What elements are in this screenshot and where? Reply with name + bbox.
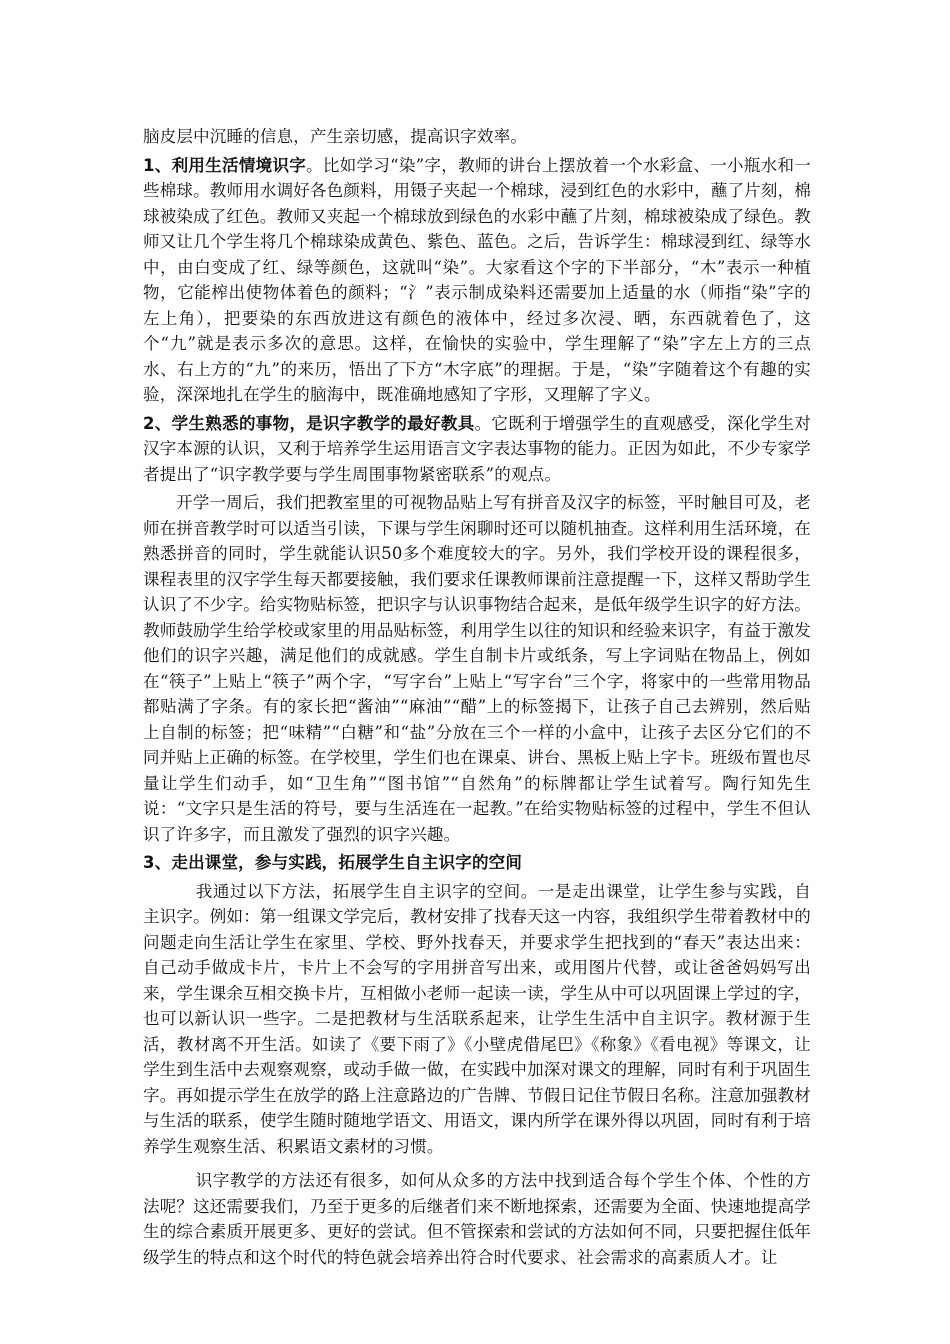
section-1-lead: 1、利用生活情境识字: [143, 155, 307, 175]
document-page: [143, 124, 811, 1270]
paragraph-intro-tail: 脑皮层中沉睡的信息，产生亲切感，提高识字效率。: [143, 127, 528, 146]
paragraph-practice: 我通过以下方法，拓展学生自主识字的空间。一是走出课堂，让学生参与实践，自主识字。例如：第一组课文学完后，教材安排了找春天这一内容，我组织学生带着教材中的问题走向生活让学生在家里、学校、野外找春天，并要求学生把找到的“春天”表达出来：自己动手做成卡片，卡片上不会写的字用拼音写出来，或用图片代替，或让爸爸妈妈写出来，学生课余互相交换卡片，互相做小老师一起读一读，学生从中可以巩固课上学过的字，也可以新认识一些字。二是把教材与生活联系起来，让学生生活中自主识字。教材源于生活，教材离不开生活。如读了《要下雨了》《小壁虎借尾巴》《称象》《看电视》等课文，让学生到生活中去观察观察，或动手做一做，在实践中加深对课文的理解，同时有利于巩固生字。再如提示学生在放学的路上注意路边的广告牌、节假日记住节假日名称。注意加强教材与生活的联系，使学生随时随地学语文、用语文，课内所学在课外得以巩固，同时有利于培养学生观察生活、积累语文素材的习惯。: [143, 881, 811, 1156]
paragraph-section-1: [143, 153, 811, 408]
section-1-body: 。比如学习“染”字，教师的讲台上摆放着一个水彩盒、一小瓶水和一些棉球。教师用水调好各色颜料，用镊子夹起一个棉球，浸到红色的水彩中，蘸了片刻，棉球被染成了红色。教师又夹起一个棉球放到绿色的水彩中蘸了片刻，棉球被染成了绿色。教师又让几个学生将几个棉球染成黄色、紫色、蓝色。之后，告诉学生：棉球浸到红、绿等水中，由白变成了红、绿等颜色，这就叫“染”。大家看这个字的下半部分，“木”表示一种植物，它能榨出使物体着色的颜料；“氵”表示制成染料还需要加上适量的水（师指“染”字的左上角），把要染的东西放进这有颜色的液体中，经过多次浸、晒，东西就着色了，这个“九”就是表示多次的意思。这样，在愉快的实验中，学生理解了“染”字左上方的三点水、右上方的“九”的来历，悟出了下方“木字底”的理据。于是，“染”字随着这个有趣的实验，深深地扎在学生的脑海中，既准确地感知了字形，又理解了字义。: [143, 155, 811, 404]
section-2-lead: 2、学生熟悉的事物，是识字教学的最好教具: [143, 413, 475, 433]
section-2-body: 。它既利于增强学生的直观感受，深化学生对汉字本源的认识，又利于培养学生运用语言文字表达事物的能力。正因为如此，不少专家学者提出了“识字教学要与学生周围事物紧密联系”的观点。: [143, 413, 812, 484]
section-3-heading: 3、走出课堂，参与实践，拓展学生自主识字的空间: [143, 853, 523, 872]
paragraph-section-2: [143, 411, 811, 488]
paragraph-labels: 开学一周后，我们把教室里的可视物品贴上写有拼音及汉字的标签，平时触目可及，老师在拼音教学时可以适当引读，下课与学生闲聊时还可以随机抽查。这样利用生活环境，在熟悉拼音的同时，学生就能认识50多个难度较大的字。另外，我们学校开设的课程很多，课程表里的汉字学生每天都要接触，我们要求任课教师课前注意提醒一下，这样又帮助学生认识了不少字。给实物贴标签，把识字与认识事物结合起来，是低年级学生识字的好方法。教师鼓励学生给学校或家里的用品贴标签，利用学生以往的知识和经验来识字，有益于激发他们的识字兴趣，满足他们的成就感。学生自制卡片或纸条，写上字词贴在物品上，例如在“筷子”上贴上“筷子”两个字，“写字台”上贴上“写字台”三个字，将家中的一些常用物品都贴满了字条。有的家长把“酱油”“麻油”“醋”上的标签揭下，让孩子自己去辨别，然后贴上自制的标签；把“味精”“白糖”和“盐”分放在三个一样的小盒中，让孩子去区分它们的不同并贴上正确的标签。在学校里，学生们也在课桌、讲台、黑板上贴上字卡。班级布置也尽量让学生们动手，如“卫生角”“图书馆”“自然角”的标牌都让学生试着写。陶行知先生说：“文字只是生活的符号，要与生活连在一起教。”在给实物贴标签的过程中，学生不但认识了许多字，而且激发了强烈的识字兴趣。: [143, 493, 811, 844]
paragraph-conclusion: 识字教学的方法还有很多，如何从众多的方法中找到适合每个学生个体、个性的方法呢？这还需要我们，乃至于更多的后继者们来不断地探索，还需要为全面、快速地提高学生的综合素质开展更多、更好的尝试。但不管探索和尝试的方法如何不同，只要把握住低年级学生的特点和这个时代的特色就会培养出符合时代要求、社会需求的高素质人才。让: [143, 1171, 811, 1267]
